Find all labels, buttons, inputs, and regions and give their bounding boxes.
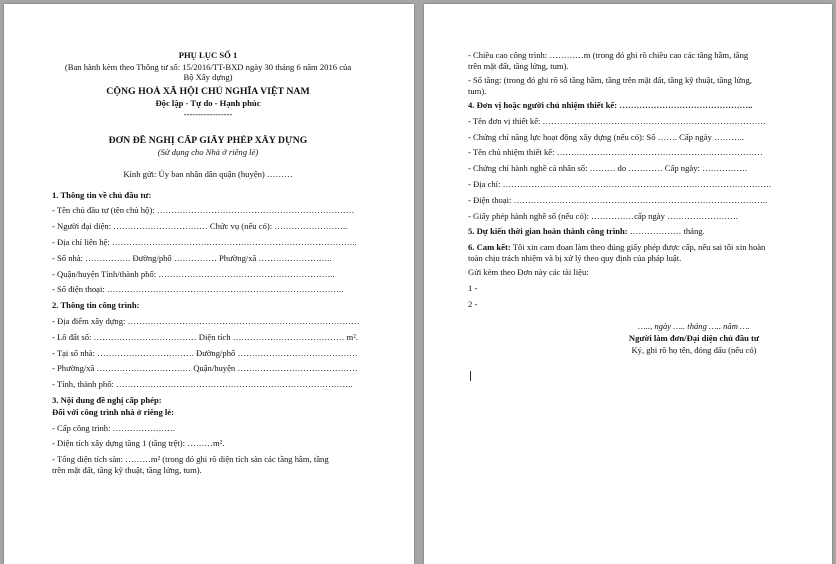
capability-certificate-field: - Chứng chỉ năng lực hoạt động xây dựng (nếu có): Số ……. Cấp ngày ……….. <box>468 131 745 142</box>
section-3-heading: 3. Nội dung đề nghị cấp phép: <box>52 394 162 405</box>
section-4-heading: 4. Đơn vị hoặc người chủ nhiệm thiết kế: ……………………………………….. <box>468 100 753 110</box>
completion-time-field <box>468 226 780 238</box>
nation-name: CỘNG HOÀ XÃ HỘI CHỦ NGHĨA VIỆT NAM <box>106 85 310 97</box>
signature-note: Ký, ghi rõ họ tên, đóng dấu (nếu có) <box>631 344 757 355</box>
building-grade-field: - Cấp công trình: …………………. <box>52 422 175 433</box>
floor-count-note: tum). <box>468 85 487 96</box>
signature-block <box>594 321 794 356</box>
text-cursor <box>470 371 471 381</box>
national-motto: Độc lập - Tự do - Hạnh phúc <box>155 97 261 108</box>
commitment-paragraph <box>468 242 780 263</box>
recipient-line: Kính gửi: Ủy ban nhân dân quận (huyện) ……… <box>123 168 293 179</box>
site-ward-district-field: - Phường/xã …………………………… Quận/huyện …………………………………… <box>52 363 358 374</box>
ground-floor-area-field: - Diện tích xây dựng tầng 1 (tầng trệt): ………m². <box>52 438 225 449</box>
appendix-title: PHỤ LỤC SỐ 1 <box>178 50 238 60</box>
total-floor-area-note: trên mặt đất, tầng kỹ thuật, tầng lửng, tum). <box>52 464 202 475</box>
signature-date: ….., ngày ….. tháng ….. năm …. <box>638 321 750 331</box>
representative-field: - Người đại diện: …………………………… Chức vụ (nếu có): …………………….. <box>52 221 348 232</box>
completion-time-value: ……………… tháng. <box>627 226 705 237</box>
attachment-item-2: 2 - <box>468 298 478 309</box>
site-province-field: - Tỉnh, thành phố: ……………………………………………………………………….. <box>52 379 353 390</box>
document-page-left <box>4 4 414 564</box>
page-right-content <box>468 50 780 311</box>
floor-count-field: - Số tầng: (trong đó ghi rõ số tầng hầm, tầng trên mặt đất, tầng kỹ thuật, tầng lửng, <box>468 75 752 85</box>
commitment-text: Tôi xin cam đoan làm theo đúng giấy phép được cấp, nếu sai tôi xin hoàn toàn chịu trách nhiệm và bị xử lý theo quy định của pháp luật. <box>468 242 766 263</box>
attachments-heading: Gửi kèm theo Đơn này các tài liệu: <box>468 267 589 278</box>
form-title: ĐƠN ĐỀ NGHỊ CẤP GIẤY PHÉP XÂY DỰNG <box>108 135 308 147</box>
house-street-ward-field: - Số nhà: ……………. Đường/phố …………… Phường/xã …………………….. <box>52 252 332 263</box>
page-left-content <box>52 50 364 475</box>
site-address-field: - Tại số nhà: ……………………………. Đường/phố …………………………………… <box>52 347 358 358</box>
section-5-heading: 5. Dự kiến thời gian hoàn thành công trình: <box>468 226 628 237</box>
contact-address-field: - Địa chỉ liên hệ: ………………………………………………………………………….. <box>52 236 357 247</box>
designer-phone-field: - Điện thoại: …………………………………………………………………………….. <box>468 194 768 205</box>
designer-address-field: - Địa chỉ: …………………………………………………………………………………. <box>468 178 772 189</box>
attachment-item-1: 1 - <box>468 282 478 293</box>
section-3-subheading: Đối với công trình nhà ở riêng lẻ: <box>52 406 174 417</box>
section-2-heading: 2. Thông tin công trình: <box>52 300 140 311</box>
design-unit-name-field: - Tên đơn vị thiết kế: …………………………………………………………………… <box>468 115 766 126</box>
header-separator: ----------------- <box>183 109 233 120</box>
form-subtitle: (Sử dụng cho Nhà ở riêng lẻ) <box>157 146 259 157</box>
section-6-heading: 6. Cam kết: <box>468 242 511 253</box>
practice-license-field: - Giấy phép hành nghề số (nếu có): ……………cấp ngày ……………………. <box>468 210 738 221</box>
building-height-note: trên mặt đất, tầng lửng, tum). <box>468 60 569 71</box>
lot-area-field: - Lô đất số: ……………………………… Diện tích ………………………………… m². <box>52 331 358 342</box>
chief-designer-field: - Tên chủ nhiệm thiết kế: ……………………………………………………………… <box>468 147 763 158</box>
signature-title: Người làm đơn/Đại diện chủ đầu tư <box>628 332 760 343</box>
building-height-field: - Chiều cao công trình: …………m (trong đó ghi rõ chiều cao các tầng hầm, tầng <box>468 50 749 60</box>
total-floor-area-field: - Tổng diện tích sàn: ………m² (trong đó ghi rõ diện tích sàn các tầng hầm, tầng <box>52 454 329 465</box>
section-1-heading: 1. Thông tin về chủ đầu tư: <box>52 189 152 200</box>
district-province-field: - Quận/huyện Tỉnh/thành phố: …………………………………………………….. <box>52 268 335 279</box>
document-page-right <box>424 4 832 564</box>
construction-location-field: - Địa điểm xây dựng: ……………………………………………………………………… <box>52 315 360 326</box>
issued-by-line-1: (Ban hành kèm theo Thông tư số: 15/2016/TT-BXD ngày 30 tháng 6 năm 2016 của <box>64 61 352 72</box>
issued-by-line-2: Bộ Xây dựng) <box>183 72 233 83</box>
owner-name-field: - Tên chủ đầu tư (tên chủ hộ): …………………………………………………………… <box>52 205 355 216</box>
phone-field: - Số điện thoại: ……………………………………………………………………….. <box>52 284 344 295</box>
practice-certificate-field: - Chứng chỉ hành nghề cá nhân số: ……… do ………… Cấp ngày: ……………. <box>468 163 748 174</box>
